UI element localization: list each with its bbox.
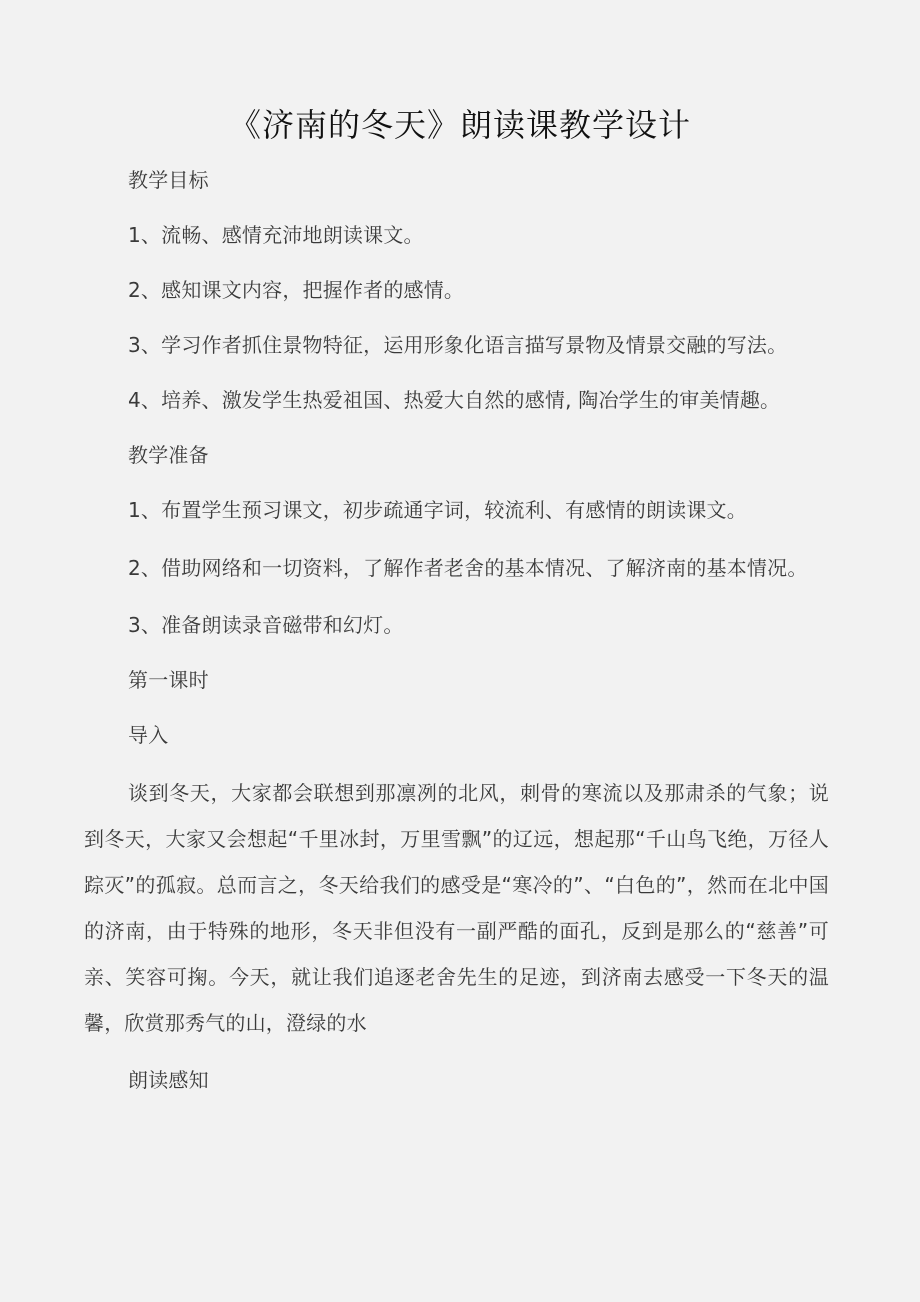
heading-teaching-goals: 教学目标 [128,168,209,192]
goal-item-4: 4、培养、激发学生热爱祖国、热爱大自然的感情, 陶冶学生的审美情趣。 [128,388,781,412]
goal-item-2: 2、感知课文内容，把握作者的感情。 [128,278,465,302]
heading-teaching-preparation: 教学准备 [128,443,209,467]
prep-item-2: 2、借助网络和一切资料，了解作者老舍的基本情况、了解济南的基本情况。 [128,556,808,580]
heading-introduction: 导入 [128,723,169,747]
heading-first-lesson: 第一课时 [128,668,209,692]
document-body [84,160,829,1115]
prep-item-3: 3、准备朗读录音磁带和幻灯。 [128,613,404,637]
goal-item-1: 1、流畅、感情充沛地朗读课文。 [128,223,424,247]
prep-item-1: 1、布置学生预习课文，初步疏通字词，较流利、有感情的朗读课文。 [128,498,747,522]
heading-reading-perception: 朗读感知 [128,1068,209,1092]
document-title: 《济南的冬天》朗读课教学设计 [228,106,691,144]
introduction-paragraph: 谈到冬天，大家都会联想到那凛冽的北风，刺骨的寒流以及那肃杀的气象；说到冬天，大家又会想起“千里冰封，万里雪飘”的辽远，想起那“千山鸟飞绝，万径人踪灭”的孤寂。总而言之，冬天给我们的感受是“寒冷的”、“白色的”，然而在北中国的济南，由于特殊的地形，冬天非但没有一副严酷的面孔，反到是那么的“慈善”可亲、笑容可掬。今天，就让我们追逐老舍先生的足迹，到济南去感受一下冬天的温馨，欣赏那秀气的山，澄绿的水 [84,781,829,1035]
goal-item-3: 3、学习作者抓住景物特征，运用形象化语言描写景物及情景交融的写法。 [128,333,788,357]
